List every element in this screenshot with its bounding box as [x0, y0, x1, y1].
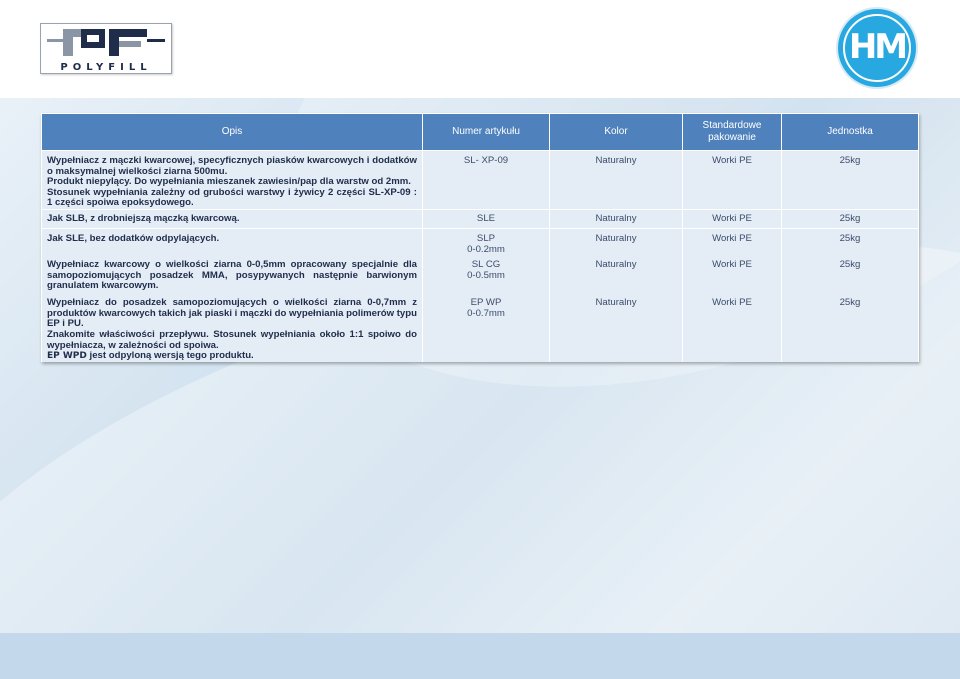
product-table [41, 113, 919, 362]
cell-jednostka: 25kg [782, 151, 919, 210]
table-row [42, 209, 919, 228]
cell-opis: Jak SLE, bez dodatków odpylających. [42, 228, 423, 255]
cell-opakowanie: Worki PE [683, 228, 782, 255]
cell-jednostka: 25kg [782, 228, 919, 255]
table-header-row [42, 114, 919, 151]
hm-logo [838, 9, 916, 87]
cell-kolor: Naturalny [550, 151, 683, 210]
hm-logo-text: HM [848, 27, 906, 67]
cell-kolor: Naturalny [550, 255, 683, 294]
polyfill-logo [40, 23, 172, 74]
cell-opis: Wypełniacz z mączki kwarcowej, specyficznych piasków kwarcowych i dodatków o maksymalnej wielkości ziarna 500mu. Produkt niepylący. Do wypełniania mieszanek zawiesin/pap dla warstw od 2mm. Stosunek wypełniania zależny od grubości warstwy i żywicy 2 części SL-XP-09 : 1 części spoiwa epoksydowego. [42, 151, 423, 210]
cell-opakowanie: Worki PE [683, 255, 782, 294]
cell-kolor: Naturalny [550, 209, 683, 228]
cell-numer: SLP 0-0.2mm [423, 228, 550, 255]
header-kolor: Kolor [550, 114, 683, 151]
header-standardowe-pakowanie: Standardowe pakowanie [683, 114, 782, 151]
cell-kolor: Naturalny [550, 294, 683, 362]
product-code: EP WPD [47, 351, 87, 362]
table-row [42, 151, 919, 210]
cell-opakowanie: Worki PE [683, 294, 782, 362]
cell-jednostka: 25kg [782, 294, 919, 362]
footer-band [0, 633, 960, 679]
logo-text: POLYFILL [60, 62, 152, 73]
cell-jednostka: 25kg [782, 255, 919, 294]
cell-opis: Wypełniacz kwarcowy o wielkości ziarna 0-0,5mm opracowany specjalnie dla samopoziomujących posadzek MMA, posypywanych następnie barwionym granulatem kwarcowym. [42, 255, 423, 294]
cell-numer: EP WP 0-0.7mm [423, 294, 550, 362]
header-opis: Opis [42, 114, 423, 151]
header-jednostka: Jednostka [782, 114, 919, 151]
cell-numer: SLE [423, 209, 550, 228]
table-row [42, 294, 919, 362]
header-numer-artykulu: Numer artykułu [423, 114, 550, 151]
table-row [42, 228, 919, 255]
cell-opis: Jak SLB, z drobniejszą mączką kwarcową. [42, 209, 423, 228]
table-row [42, 255, 919, 294]
cell-numer: SL- XP-09 [423, 151, 550, 210]
cell-opakowanie: Worki PE [683, 151, 782, 210]
cell-jednostka: 25kg [782, 209, 919, 228]
cell-numer: SL CG 0-0.5mm [423, 255, 550, 294]
polyfill-logo-mark [41, 24, 171, 64]
cell-opis: Wypełniacz do posadzek samopoziomujących o wielkości ziarna 0-0,7mm z produktów kwarcowych takich jak piaski i mączki do wypełniania polimerów typu EP i PU. Znakomite właściwości przepływu. Stosunek wypełniania około 1:1 spoiwo do wypełniacza, w zależności od spoiwa. EP WPD jest odpyloną wersją tego produktu. [42, 294, 423, 362]
cell-opakowanie: Worki PE [683, 209, 782, 228]
cell-kolor: Naturalny [550, 228, 683, 255]
